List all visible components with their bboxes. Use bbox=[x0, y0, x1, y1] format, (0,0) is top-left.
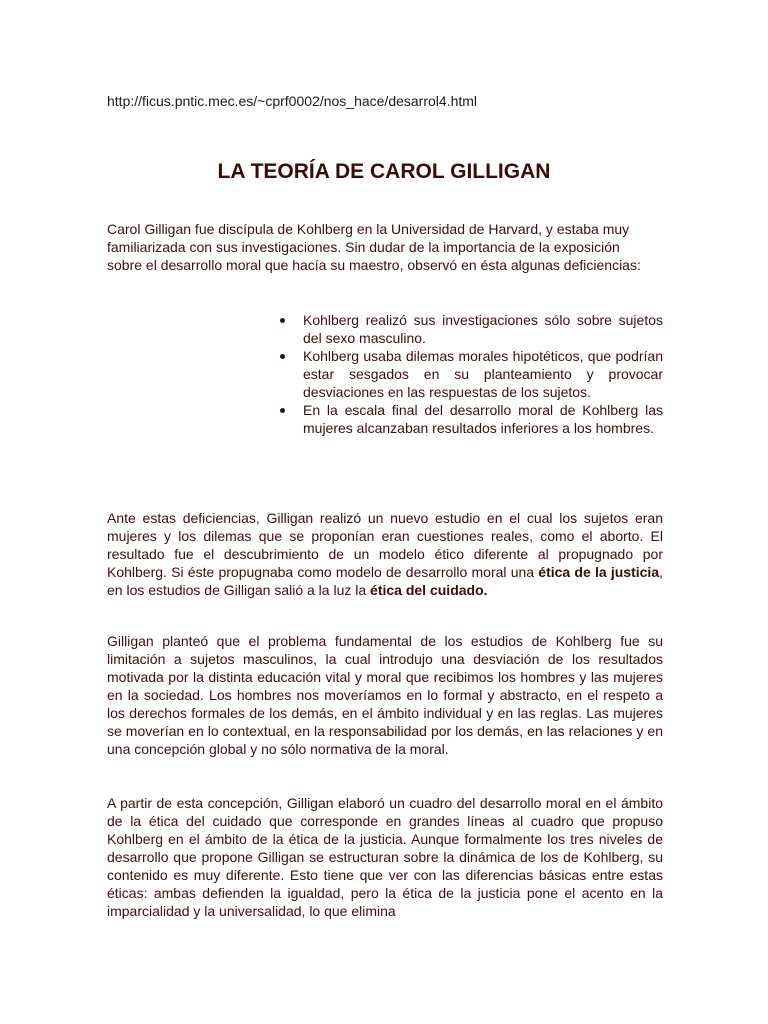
deficiencies-list bbox=[277, 311, 663, 437]
bullet-icon bbox=[280, 354, 285, 359]
list-item-text: En la escala final del desarrollo moral de Kohlberg las mujeres alcanzaban resultados inferiores a los hombres. bbox=[303, 402, 663, 436]
list-item-text: Kohlberg realizó sus investigaciones sólo sobre sujetos del sexo masculino. bbox=[303, 312, 663, 346]
page-title: LA TEORÍA DE CAROL GILLIGAN bbox=[217, 160, 551, 183]
intro-paragraph: Carol Gilligan fue discípula de Kohlberg en la Universidad de Harvard, y estaba muy familiarizada con sus investigaciones. Sin dudar de la importancia de la exposición sobre el desarrollo moral que hacía su maestro, observó en ésta algunas deficiencias: bbox=[107, 221, 641, 273]
paragraph-text: , en los estudios de Gilligan salió a la luz la bbox=[107, 564, 663, 598]
list-item bbox=[277, 401, 663, 437]
paragraph-framework: A partir de esta concepción, Gilligan elaboró un cuadro del desarrollo moral en el ámbito de la ética del cuidado que corresponde en grandes líneas al cuadro que propuso Kohlberg en el ámbito de la ética de la justicia. Aunque formalmente los tres niveles de desarrollo que propone Gilligan se estructuran sobre la dinámica de los de Kohlberg, su contenido es muy diferente. Esto tiene que ver con las diferencias básicas entre estas éticas: ambas defienden la igualdad, pero la ética de la justicia pone el acento en la imparcialidad y la universalidad, lo que elimina bbox=[107, 795, 663, 919]
list-item bbox=[277, 347, 663, 401]
bullet-icon bbox=[280, 408, 285, 413]
list-item bbox=[277, 311, 663, 347]
paragraph-study bbox=[107, 509, 663, 599]
bullet-icon bbox=[280, 318, 285, 323]
list-item-text: Kohlberg usaba dilemas morales hipotéticos, que podrían estar sesgados en su planteamiento y provocar desviaciones en las respuestas de los sujetos. bbox=[303, 348, 663, 400]
term-justice-ethics: ética de la justicia bbox=[538, 564, 660, 580]
paragraph-text: Ante estas deficiencias, Gilligan realizó un nuevo estudio en el cual los sujetos eran mujeres y los dilemas que se proponían eran cuestiones reales, como el aborto. El resultado fue el descubrimiento de un modelo ético diferente al propugnado por Kohlberg. Si éste propugnaba como modelo de desarrollo moral una bbox=[107, 510, 663, 580]
paragraph-problem: Gilligan planteó que el problema fundamental de los estudios de Kohlberg fue su limitación a sujetos masculinos, la cual introdujo una desviación de los resultados motivada por la distinta educación vital y moral que recibimos los hombres y las mujeres en la sociedad. Los hombres nos moveríamos en lo formal y abstracto, en el respeto a los derechos formales de los demás, en el ámbito individual y en las reglas. Las mujeres se moverían en lo contextual, en la responsabilidad por los demás, en las relaciones y en una concepción global y no sólo normativa de la moral. bbox=[107, 633, 663, 757]
term-care-ethics: ética del cuidado. bbox=[370, 582, 488, 598]
source-url: http://ficus.pntic.mec.es/~cprf0002/nos_hace/desarrol4.html bbox=[107, 93, 478, 109]
